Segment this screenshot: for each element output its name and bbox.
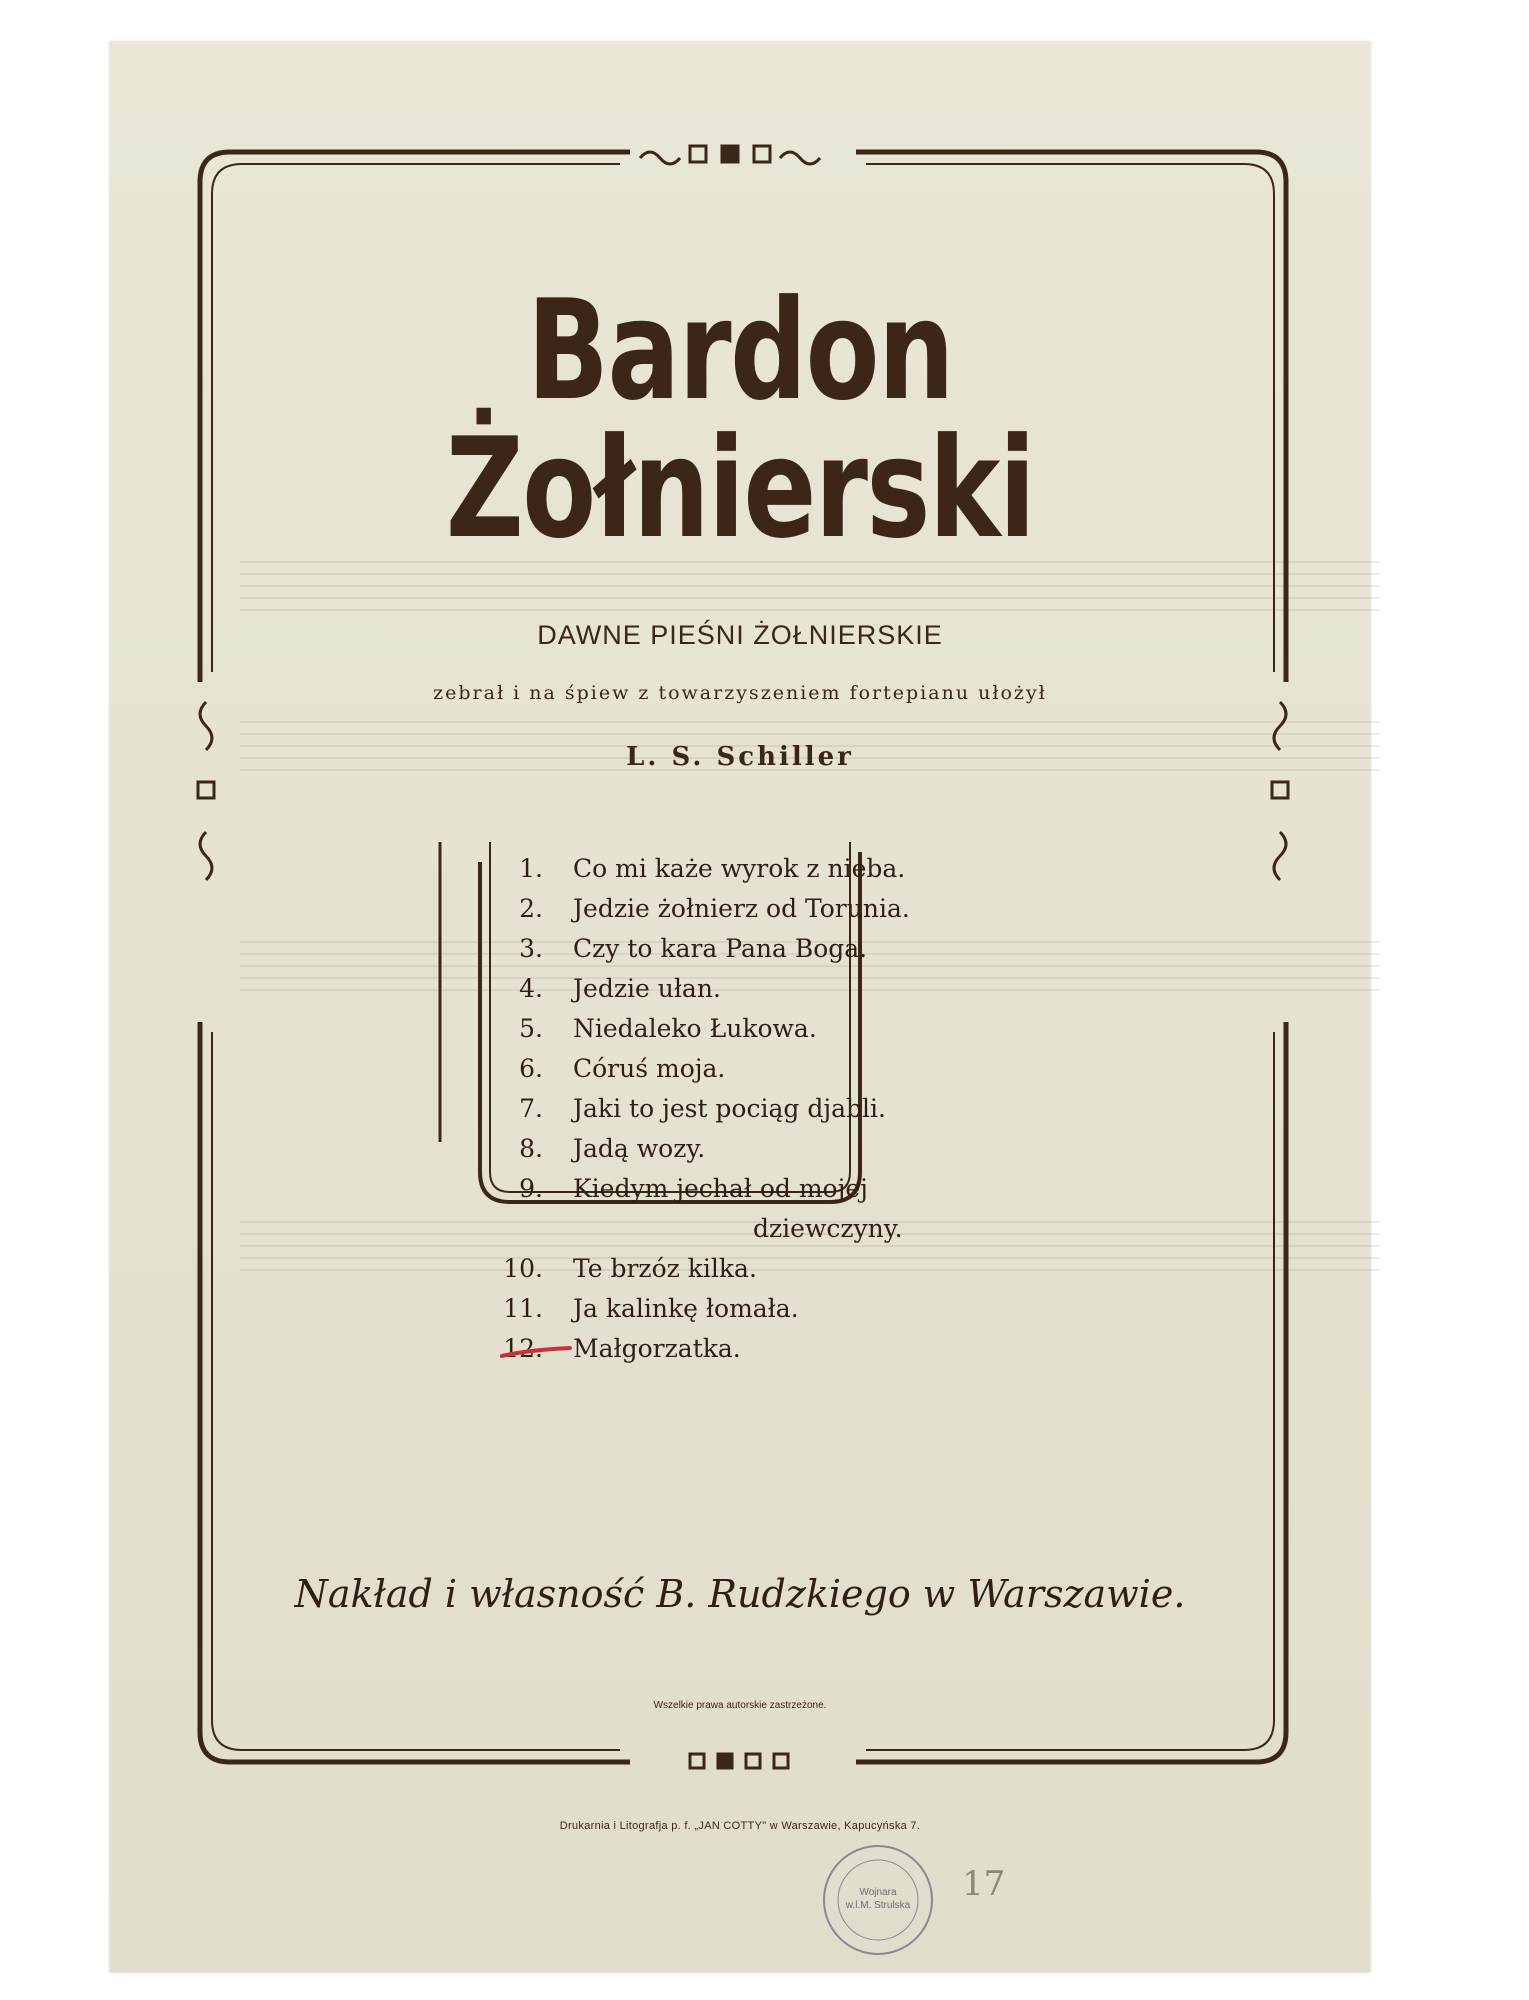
song-number: 10. — [503, 1254, 543, 1283]
song-number: 8. — [519, 1134, 543, 1163]
cover-title: Bardon Żołnierski — [445, 270, 1035, 569]
song-title: Córuś moja. — [573, 1054, 726, 1083]
cover-subtitle: DAWNE PIEŚNI ŻOŁNIERSKIE — [537, 620, 943, 650]
song-item-10 — [495, 1254, 1015, 1294]
song-item-4 — [495, 974, 1015, 1014]
song-item-9-continuation — [495, 1214, 1015, 1254]
song-title: Jedzie ułan. — [573, 974, 721, 1003]
song-title: Te brzóz kilka. — [573, 1254, 757, 1283]
song-title: Ja kalinkę łomała. — [573, 1294, 799, 1323]
song-title: Jadą wozy. — [573, 1134, 706, 1163]
sheet-music-cover — [110, 42, 1370, 1972]
song-number: 5. — [519, 1014, 543, 1043]
stamp-text — [820, 1886, 936, 1912]
song-number: 2. — [519, 894, 543, 923]
song-title: Jedzie żołnierz od Torunia. — [573, 894, 910, 923]
pencil-annotation: 17 — [962, 1864, 1006, 1904]
song-title: Niedaleko Łukowa. — [573, 1014, 817, 1043]
printer-imprint: Drukarnia i Litografja p. f. „JAN COTTY" w Warszawie, Kapucyńska 7. — [559, 1820, 921, 1832]
song-number: 11. — [503, 1294, 543, 1323]
song-item-11 — [495, 1294, 1015, 1334]
song-title: Małgorzatka. — [573, 1334, 741, 1363]
composer-name: L. S. Schiller — [626, 742, 854, 772]
song-title: Kiedym jechał od mojej — [573, 1174, 868, 1203]
song-number: 6. — [519, 1054, 543, 1083]
song-item-3 — [495, 934, 1015, 974]
song-number: 3. — [519, 934, 543, 963]
bookshop-stamp — [820, 1842, 936, 1958]
song-number: 9. — [519, 1174, 543, 1203]
song-number: 12. — [503, 1334, 543, 1363]
song-item-8 — [495, 1134, 1015, 1174]
song-title: Czy to kara Pana Boga. — [573, 934, 868, 963]
song-item-5 — [495, 1014, 1015, 1054]
stamp-line-1: Wojnara — [859, 1887, 897, 1898]
publisher-line: Nakład i własność B. Rudzkiego w Warszawie. — [294, 1572, 1186, 1616]
song-item-9 — [495, 1174, 1015, 1214]
copyright-notice: Wszelkie prawa autorskie zastrzeżone. — [653, 1700, 827, 1711]
song-item-2 — [495, 894, 1015, 934]
song-number: 7. — [519, 1094, 543, 1123]
song-item-7 — [495, 1094, 1015, 1134]
song-title: Co mi każe wyrok z nieba. — [573, 854, 906, 883]
song-title-continuation: dziewczyny. — [753, 1214, 903, 1243]
song-item-1 — [495, 854, 1015, 894]
red-pencil-mark — [498, 1342, 578, 1362]
stamp-line-2: w.l.M. Strulska — [845, 1900, 911, 1911]
song-item-6 — [495, 1054, 1015, 1094]
arranger-line: zebrał i na śpiew z towarzyszeniem fortepianu ułożył — [433, 682, 1047, 704]
song-title: Jaki to jest pociąg djabli. — [573, 1094, 886, 1123]
song-number: 1. — [519, 854, 543, 883]
song-number: 4. — [519, 974, 543, 1003]
